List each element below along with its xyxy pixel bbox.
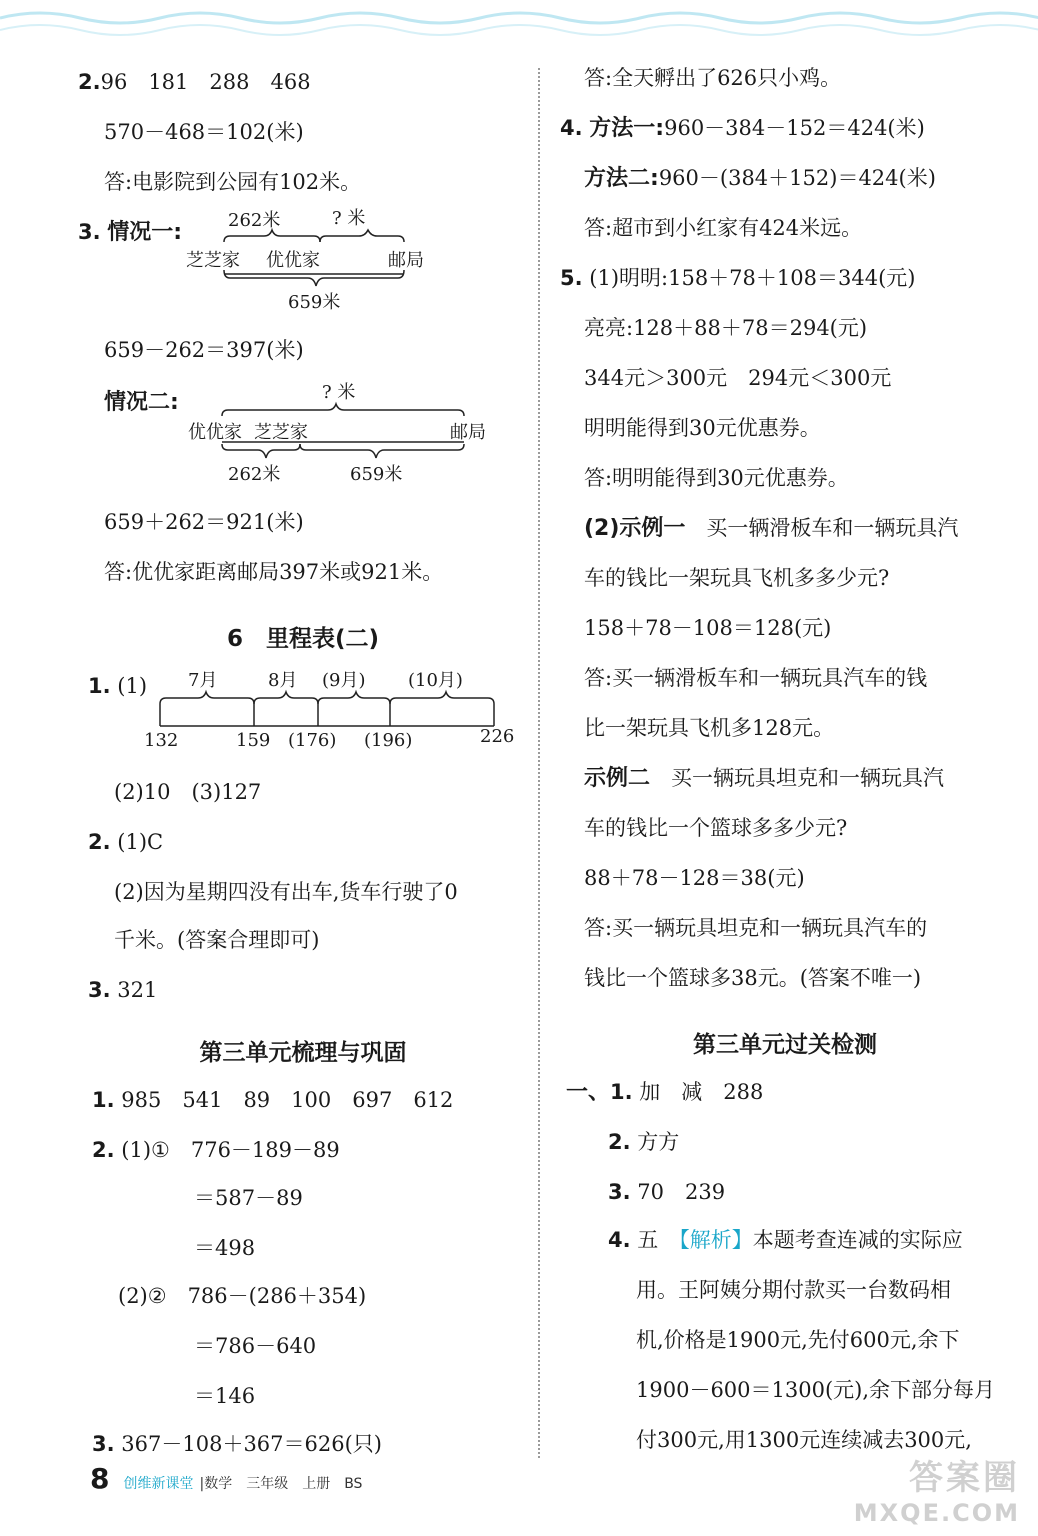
q4-method1: 4. 方法一:960－384－152＝424(米)	[560, 116, 925, 141]
case2-node-post: 邮局	[450, 422, 486, 443]
q2-line1: 2.96 181 288 468	[78, 70, 311, 94]
test-item3: 3. 70 239	[608, 1180, 726, 1204]
case1-node-youyou: 优优家	[266, 250, 320, 271]
month-8: 8月	[268, 670, 298, 691]
page-number: 8	[90, 1462, 110, 1495]
case2-label-659: 659米	[350, 464, 403, 485]
case2-node-youyou: 优优家	[188, 422, 242, 443]
line-diagram-case1	[184, 208, 514, 313]
q5-example2-question1: 示例二 买一辆玩具坦克和一辆玩具汽	[584, 766, 945, 791]
test-item1: 一、1. 加 减 288	[566, 1080, 764, 1105]
s6-q2-line3: 千米。(答案合理即可)	[114, 928, 320, 952]
q5-line1: 5. (1)明明:158＋78＋108＝344(元)	[560, 266, 916, 290]
reading-196: (196)	[364, 730, 413, 751]
review-q2-b1: (2)② 786－(286＋354)	[118, 1284, 367, 1308]
review-q3: 3. 367－108＋367＝626(只)	[92, 1432, 382, 1456]
case1-node-post: 邮局	[388, 250, 424, 271]
q3-case2-equation: 659＋262＝921(米)	[104, 510, 304, 534]
test-item4-line4: 1900－600＝1300(元),余下部分每月	[636, 1378, 996, 1402]
q4-method2: 方法二:960－(384＋152)＝424(米)	[584, 166, 936, 191]
review-q1: 1. 985 541 89 100 697 612	[92, 1088, 454, 1112]
watermark	[854, 1450, 1020, 1527]
review-q2-a2: ＝587－89	[194, 1186, 303, 1210]
case1-node-zhizhi: 芝芝家	[186, 250, 240, 271]
q5-line5: 答:明明能得到30元优惠券。	[584, 466, 849, 490]
s6-q3-line1: 3. 321	[88, 978, 158, 1002]
q5-example1-question2: 车的钱比一架玩具飞机多多少元?	[584, 566, 890, 590]
q5-example1-question1: (2)示例一 买一辆滑板车和一辆玩具汽	[584, 516, 959, 541]
q2-line2: 570－468＝102(米)	[104, 120, 304, 144]
month-10: (10月)	[408, 670, 463, 691]
reading-226: 226	[480, 726, 515, 747]
s6-q2-line1: 2. (1)C	[88, 830, 164, 854]
watermark-bottom: MXQE.COM	[853, 1499, 1020, 1527]
analysis-tag: 【解析】	[679, 1228, 753, 1252]
q3-case1-equation: 659－262＝397(米)	[104, 338, 304, 362]
watermark-top: 答案圈	[909, 1458, 1020, 1498]
q3-answer: 答:优优家距离邮局397米或921米。	[104, 560, 444, 584]
test-item4-line3: 机,价格是1900元,先付600元,余下	[636, 1328, 960, 1352]
test-item4-line2: 用。王阿姨分期付款买一台数码相	[636, 1278, 951, 1302]
case1-label-659: 659米	[288, 292, 341, 313]
q5-example1-answer2: 比一架玩具飞机多128元。	[584, 716, 835, 740]
q2-answer: 答:电影院到公园有102米。	[104, 170, 362, 194]
q4-answer: 答:超市到小红家有424米远。	[584, 216, 863, 240]
column-divider	[538, 68, 540, 1458]
q3-case1-label: 3. 情况一:	[78, 220, 183, 245]
q5-example2-answer2: 钱比一个篮球多38元。(答案不唯一)	[584, 966, 922, 990]
q5-example1-answer1: 答:买一辆滑板车和一辆玩具汽车的钱	[584, 666, 928, 690]
q5-example2-answer1: 答:买一辆玩具坦克和一辆玩具汽车的	[584, 916, 928, 940]
review-q2-a1: 2. (1)① 776－189－89	[92, 1138, 340, 1162]
book-info: |数学 三年级 上册 BS	[199, 1476, 363, 1492]
reading-132: 132	[144, 730, 179, 751]
review-q3-answer: 答:全天孵出了626只小鸡。	[584, 66, 842, 90]
q5-line3: 344元＞300元 294元＜300元	[584, 366, 892, 390]
case1-label-262: 262米	[228, 210, 281, 231]
odometer-diagram	[138, 666, 518, 756]
section-title-unit-test: 第三单元过关检测	[693, 1032, 877, 1058]
q5-line4: 明明能得到30元优惠券。	[584, 416, 821, 440]
case2-label-262: 262米	[228, 464, 281, 485]
review-q2-a3: ＝498	[194, 1236, 256, 1260]
s6-q1-line2: (2)10 (3)127	[114, 780, 262, 804]
section-title-odometer: 6 里程表(二)	[226, 626, 380, 652]
test-item4-line5: 付300元,用1300元连续减去300元,	[636, 1428, 972, 1452]
q5-line2: 亮亮:128＋88＋78＝294(元)	[584, 316, 868, 340]
s6-q1-label: 1. (1)	[88, 674, 148, 698]
q5-example1-equation: 158＋78－108＝128(元)	[584, 616, 832, 640]
review-q2-b3: ＝146	[194, 1384, 256, 1408]
case2-label-unknown: ? 米	[322, 382, 356, 403]
q5-example2-question2: 车的钱比一个篮球多多少元?	[584, 816, 848, 840]
test-item2: 2. 方方	[608, 1130, 680, 1154]
review-q2-b2: ＝786－640	[194, 1334, 317, 1358]
q3-case2-label: 情况二:	[104, 390, 179, 415]
brand-name: 创维新课堂	[123, 1476, 194, 1492]
q5-example2-equation: 88＋78－128＝38(元)	[584, 866, 805, 890]
section-title-unit-review: 第三单元梳理与巩固	[199, 1040, 407, 1066]
test-item4: 4. 五 【解析】本题考查连减的实际应	[608, 1228, 963, 1252]
month-9: (9月)	[322, 670, 366, 691]
reading-176: (176)	[288, 730, 337, 751]
line-diagram-case2	[188, 384, 518, 484]
case2-node-zhizhi: 芝芝家	[254, 422, 308, 443]
case1-label-unknown: ? 米	[332, 208, 366, 229]
month-7: 7月	[188, 670, 218, 691]
s6-q2-line2: (2)因为星期四没有出车,货车行驶了0	[114, 880, 458, 904]
page-footer	[90, 1462, 362, 1495]
header-wave-decoration	[0, 0, 1038, 60]
reading-159: 159	[236, 730, 271, 751]
